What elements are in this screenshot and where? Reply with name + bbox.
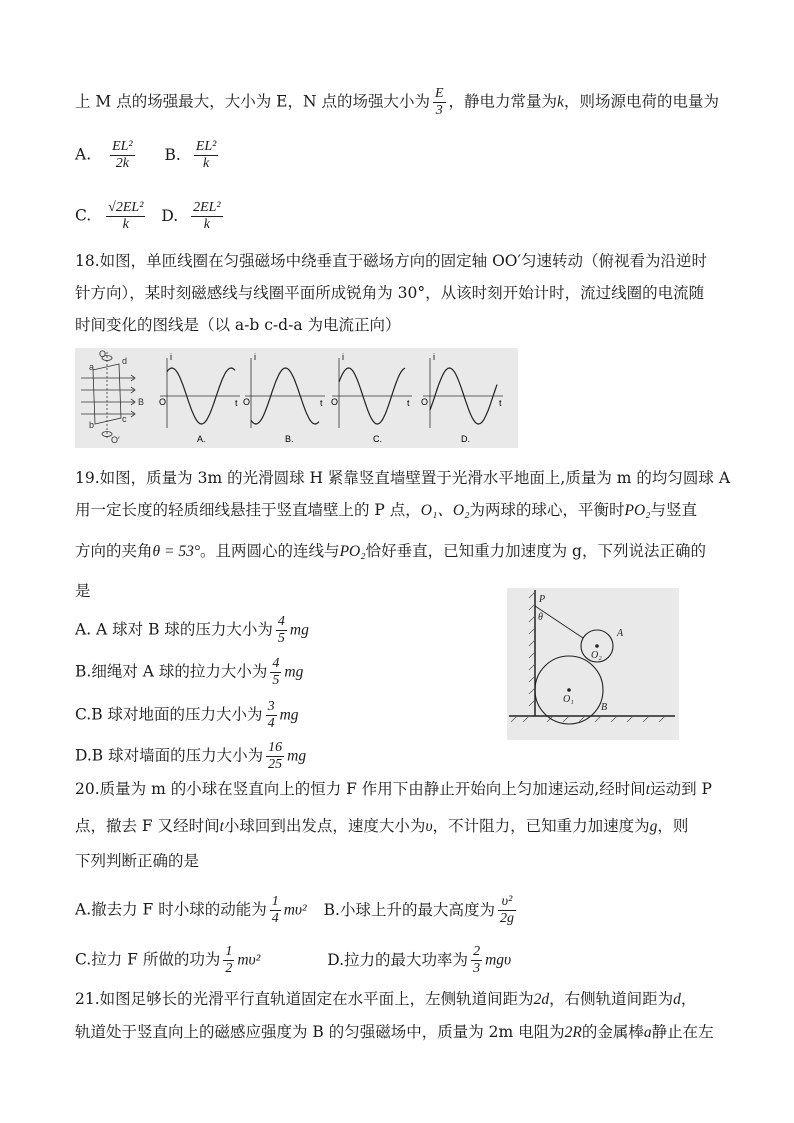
q17-option-a-value: $\frac{\text{EL²}}{2k}$ xyxy=(112,139,133,171)
graph-c xyxy=(331,352,412,444)
q19-line-4: 是 xyxy=(75,582,91,600)
graph-a-axis-i: i xyxy=(170,352,172,362)
q17-option-c-label: C. xyxy=(75,206,92,225)
q18-line-2: 针方向），某时刻磁感线与线圈平面所成锐角为 30°，从该时刻开始计时，流过线圈的电流随 xyxy=(75,284,705,302)
graph-d-origin: O xyxy=(421,397,429,407)
q17-fraction: $\frac{E}{3}$ xyxy=(434,86,444,118)
graph-a-origin: O xyxy=(159,397,167,407)
q17-option-d-value: $\frac{\text{2EL²}}{k}$ xyxy=(193,200,221,232)
graph-c-origin: O xyxy=(331,397,339,407)
coil-label-o-prime: O′ xyxy=(111,435,120,445)
q20-options-ab: A.撤去力 F 时小球的动能为 $\frac{1}{4}$ mυ² B.小球上升的最大高度为 $\frac{\text{υ²}}{2g}$ xyxy=(75,894,514,926)
graph-d-axis-t: t xyxy=(499,398,502,408)
q17-option-b-label: B. xyxy=(164,145,181,164)
q20-line-3: 下列判断正确的是 xyxy=(75,852,200,870)
q20-option-d: D.拉力的最大功率为 xyxy=(327,950,469,969)
label-p: P xyxy=(539,594,546,605)
graph-c-axis-t: t xyxy=(407,398,410,408)
q19-line-1: 19.如图，质量为 3m 的光滑圆球 H 紧靠竖直墙壁置于光滑水平地面上,质量为 m 的均匀圆球 A xyxy=(75,469,731,487)
coil-label-b-field: B xyxy=(138,397,145,407)
q17-option-b-value: $\frac{\text{EL²}}{k}$ xyxy=(195,139,217,171)
q17-option-c-value: $\frac{\text{√2EL²}}{k}$ xyxy=(108,200,144,232)
q18-figure-svg xyxy=(75,348,518,448)
graph-b xyxy=(243,352,325,444)
q19-option-d: D.B 球对墙面的压力大小为 $\frac{16}{25}$ mg xyxy=(75,740,307,772)
q19-option-a: A. A 球对 B 球的压力大小为 $\frac{4}{5}$ mg xyxy=(75,614,309,646)
q21-line-1: 21.如图足够长的光滑平行直轨道固定在水平面上，左侧轨道间距为2d，右侧轨道间距为d， xyxy=(75,990,697,1008)
wall-hatch xyxy=(529,592,535,706)
graph-c-label: C. xyxy=(373,434,382,444)
q20-options-cd: C.拉力 F 所做的功为 $\frac{1}{2}$ mυ² D.拉力的最大功率为 $\frac{2}{3}$ mgυ xyxy=(75,944,512,976)
label-theta: θ xyxy=(538,612,543,623)
q18-line-3: 时间变化的图线是（以 a-b c-d-a 为电流正向） xyxy=(75,316,401,334)
q20-option-b: B.小球上升的最大高度为 xyxy=(323,900,495,919)
q17-option-a-label: A. xyxy=(75,145,92,164)
q17-option-d-label: D. xyxy=(161,206,179,225)
q20-option-a: A.撤去力 F 时小球的动能为 xyxy=(75,900,267,919)
graph-b-origin: O xyxy=(243,397,251,407)
label-a: A xyxy=(617,628,624,639)
label-o2: O₂ xyxy=(591,650,602,661)
graph-a-label: A. xyxy=(197,434,206,444)
graph-d xyxy=(421,352,503,444)
q18-figure xyxy=(75,348,518,448)
coil-label-c: c xyxy=(122,414,127,424)
floor-hatch xyxy=(511,716,665,722)
label-o1: O₁ xyxy=(563,694,574,705)
graph-b-axis-t: t xyxy=(320,398,323,408)
q19-figure xyxy=(507,588,679,740)
graph-c-axis-i: i xyxy=(342,352,344,362)
q19-option-c: C.B 球对地面的压力大小为 $\frac{3}{4}$ mg xyxy=(75,699,299,731)
q17-options-ab xyxy=(75,139,221,172)
q20-option-c: C.拉力 F 所做的功为 xyxy=(75,950,221,969)
q21-line-2: 轨道处于竖直向上的磁感应强度为 B 的匀强磁场中，质量为 2m 电阻为2R的金属棒a静止在左 xyxy=(75,1023,714,1041)
q19-line-3: 方向的夹角θ = 53°。且两圆心的连线与PO₂恰好垂直，已知重力加速度为 g，下列说法正确的 xyxy=(75,542,706,560)
graph-b-axis-i: i xyxy=(254,352,256,362)
q18-line-1: 18.如图，单匝线圈在匀强磁场中绕垂直于磁场方向的固定轴 OO′匀速转动（俯视看为沿逆时 xyxy=(75,252,708,270)
q17-stem-text: 上 M 点的场强最大，大小为 E，N 点的场强大小为 xyxy=(75,92,430,111)
q20-line-2: 点，撤去 F 又经时间t小球回到出发点，速度大小为υ，不计阻力，已知重力加速度为g，则 xyxy=(75,817,689,835)
coil-label-b: b xyxy=(89,420,95,430)
graph-a-axis-t: t xyxy=(235,398,238,408)
coil-label-o: O xyxy=(99,349,107,359)
q17-options-cd xyxy=(75,200,226,233)
q19-line-2: 用一定长度的轻质细线悬挂于竖直墙壁上的 P 点，O₁、O₂为两球的球心，平衡时PO₂与竖直 xyxy=(75,501,698,519)
graph-d-axis-i: i xyxy=(433,352,435,362)
label-b: B xyxy=(601,702,608,713)
coil-label-a: a xyxy=(89,362,95,372)
coil-label-d: d xyxy=(122,356,128,366)
q19-option-b: B.细绳对 A 球的拉力大小为 $\frac{4}{5}$ mg xyxy=(75,656,304,688)
graph-a xyxy=(159,352,240,444)
q20-line-1: 20.质量为 m 的小球在竖直向上的恒力 F 作用下由静止开始向上匀加速运动,经时间t运动到 P xyxy=(75,780,712,798)
graph-d-label: D. xyxy=(461,434,470,444)
q17-stem: 上 M 点的场强最大，大小为 E，N 点的场强大小为 $\frac{E}{3}$ ，静电力常量为k，则场源电荷的电量为 xyxy=(75,86,719,118)
graph-b-label: B. xyxy=(285,434,294,444)
q19-figure-svg xyxy=(507,588,679,740)
